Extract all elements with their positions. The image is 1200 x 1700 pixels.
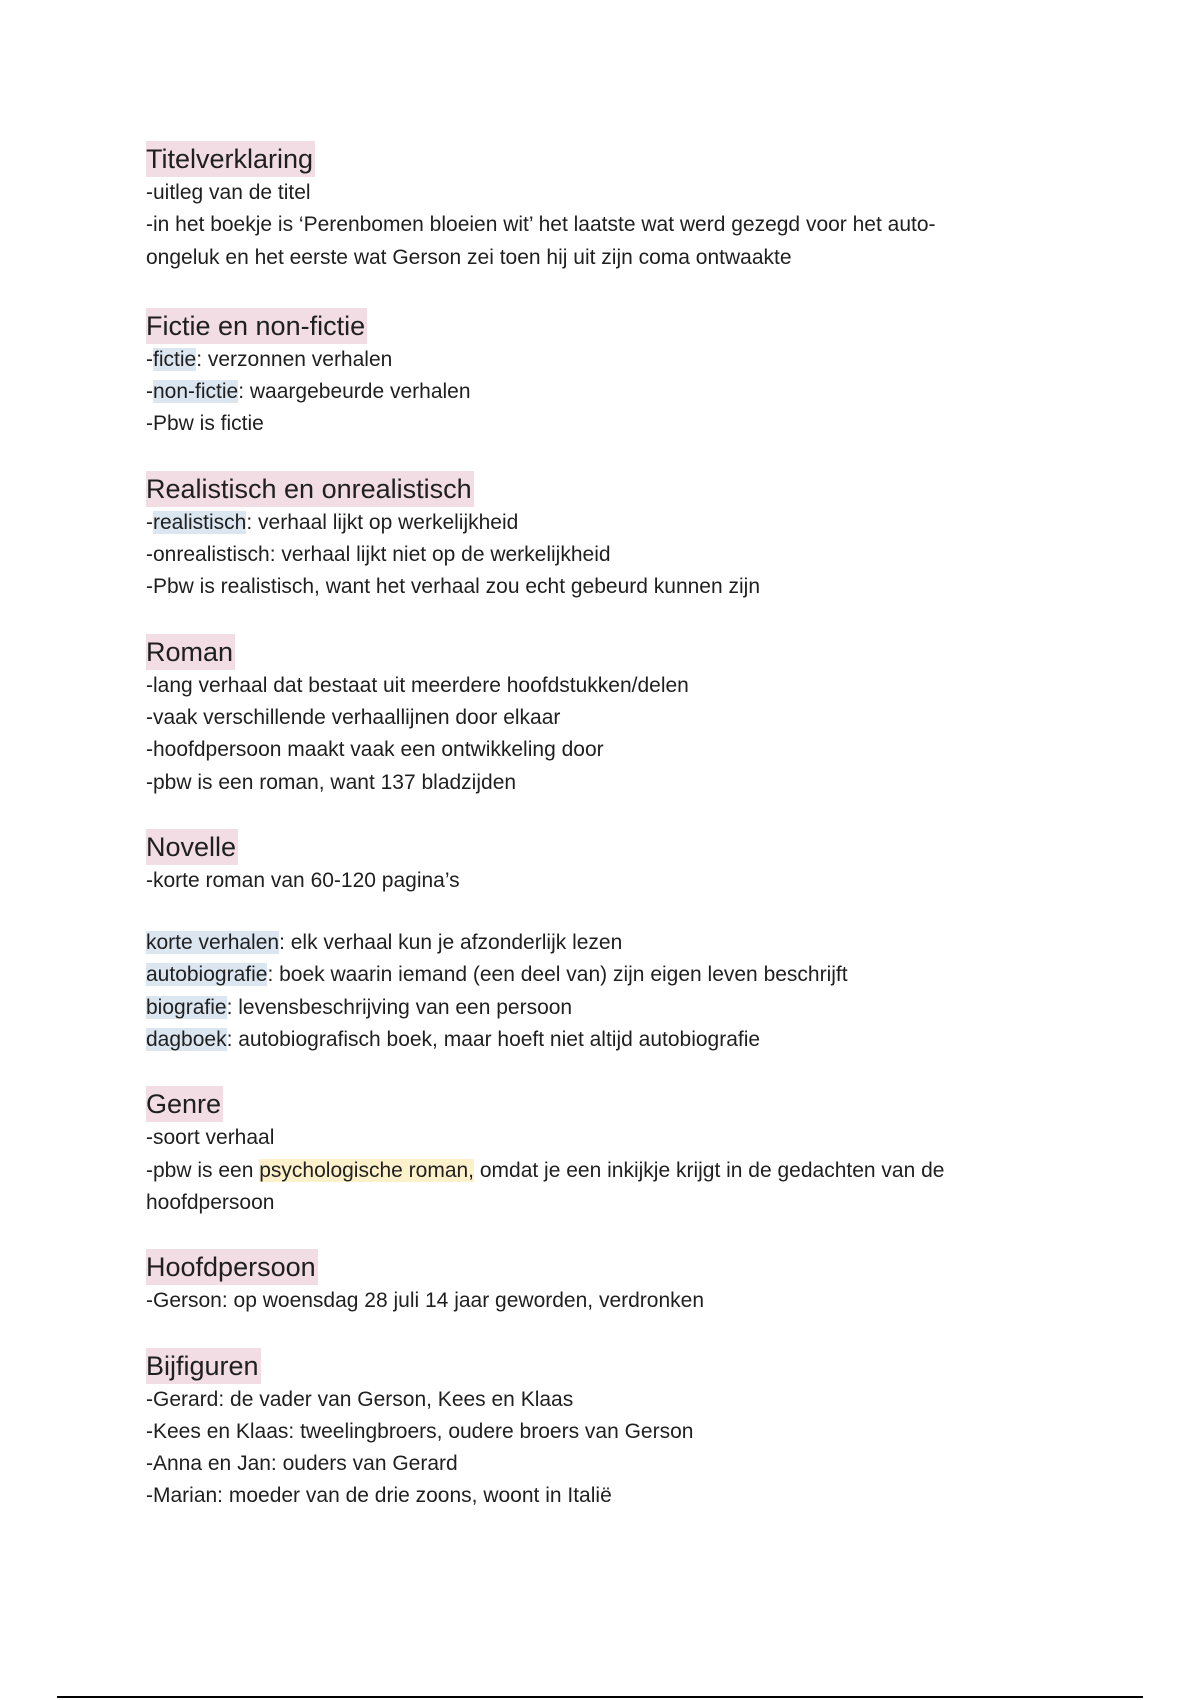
definition-text: : elk verhaal kun je afzonderlijk lezen — [279, 931, 623, 955]
text-line: -Anna en Jan: ouders van Gerard — [146, 1452, 458, 1476]
section-novelle — [146, 829, 1086, 897]
text-line: -Pbw is realistisch, want het verhaal zou echt gebeurd kunnen zijn — [146, 575, 761, 599]
definition-text: : levensbeschrijving van een persoon — [226, 995, 573, 1019]
line-prefix: - — [146, 380, 153, 404]
section-heading: Novelle — [146, 829, 238, 865]
text-line: -uitleg van de titel — [146, 181, 311, 204]
text-line: -Pbw is fictie — [146, 412, 264, 436]
definition-line — [146, 992, 1086, 1024]
highlighted-term: non-fictie — [153, 380, 239, 404]
section-heading: Roman — [146, 634, 235, 670]
section-genre — [146, 1086, 1086, 1219]
section-realistisch — [146, 471, 1086, 604]
text-line: -soort verhaal — [146, 1126, 275, 1150]
highlighted-term: dagboek — [146, 1028, 227, 1052]
text-line: -vaak verschillende verhaallijnen door elkaar — [146, 705, 561, 729]
text-line: -onrealistisch: verhaal lijkt niet op de werkelijkheid — [146, 543, 611, 567]
section-heading: Fictie en non-fictie — [146, 308, 367, 344]
highlighted-term: autobiografie — [146, 963, 268, 987]
section-heading: Hoofdpersoon — [146, 1249, 318, 1285]
page-bottom-rule — [57, 1696, 1143, 1698]
highlighted-term: realistisch — [153, 510, 247, 534]
definition-line — [146, 1024, 1086, 1056]
text-line — [146, 344, 1086, 376]
highlighted-term: korte verhalen — [146, 931, 280, 955]
section-heading: Titelverklaring — [146, 141, 315, 177]
section-titelverklaring — [146, 141, 1086, 274]
text-line — [146, 1155, 1051, 1220]
definition-line — [146, 959, 1086, 991]
section-bijfiguren — [146, 1348, 1086, 1513]
section-roman — [146, 634, 1086, 799]
line-prefix: - — [146, 347, 153, 371]
text-line: -Marian: moeder van de drie zoons, woont in Italië — [146, 1484, 612, 1508]
text-line — [146, 376, 1086, 408]
text-line: -in het boekje is ‘Perenbomen bloeien wit’ het laatste wat werd gezegd voor het auto-ongeluk en het eerste wat Gerson zei toen hij uit zijn coma ontwaakte — [146, 213, 936, 269]
highlighted-term: biografie — [146, 995, 227, 1019]
section-fictie — [146, 308, 1086, 441]
document-page — [146, 141, 1086, 1513]
definition-text: : boek waarin iemand (een deel van) zijn eigen leven beschrijft — [267, 963, 848, 987]
text-line: -Gerard: de vader van Gerson, Kees en Klaas — [146, 1387, 574, 1411]
text-line: -Gerson: op woensdag 28 juli 14 jaar geworden, verdronken — [146, 1289, 705, 1313]
section-heading: Bijfiguren — [146, 1348, 261, 1384]
text-line: -lang verhaal dat bestaat uit meerdere hoofdstukken/delen — [146, 673, 689, 697]
line-prefix: - — [146, 510, 153, 534]
highlighted-phrase: psychologische roman, — [259, 1158, 475, 1182]
definition-text: : autobiografisch boek, maar hoeft niet altijd autobiografie — [226, 1028, 761, 1052]
text-line: -Kees en Klaas: tweelingbroers, oudere broers van Gerson — [146, 1419, 694, 1443]
definition-line — [146, 927, 1086, 959]
section-heading: Realistisch en onrealistisch — [146, 471, 474, 507]
text-line: -pbw is een roman, want 137 bladzijden — [146, 770, 517, 794]
section-definitions — [146, 927, 1086, 1056]
line-rest: : waargebeurde verhalen — [238, 380, 471, 404]
section-heading: Genre — [146, 1086, 223, 1122]
line-prefix: -pbw is een — [146, 1158, 260, 1182]
text-line: -hoofdpersoon maakt vaak een ontwikkeling door — [146, 738, 604, 762]
line-rest: : verhaal lijkt op werkelijkheid — [246, 510, 519, 534]
line-rest: omdat je een inkijkje krijgt in de gedachten van de hoofdpersoon — [146, 1158, 945, 1214]
section-hoofdpersoon — [146, 1249, 1086, 1317]
highlighted-term: fictie — [153, 347, 197, 371]
line-rest: : verzonnen verhalen — [196, 347, 393, 371]
text-line — [146, 507, 1086, 539]
text-line: -korte roman van 60-120 pagina’s — [146, 868, 460, 892]
